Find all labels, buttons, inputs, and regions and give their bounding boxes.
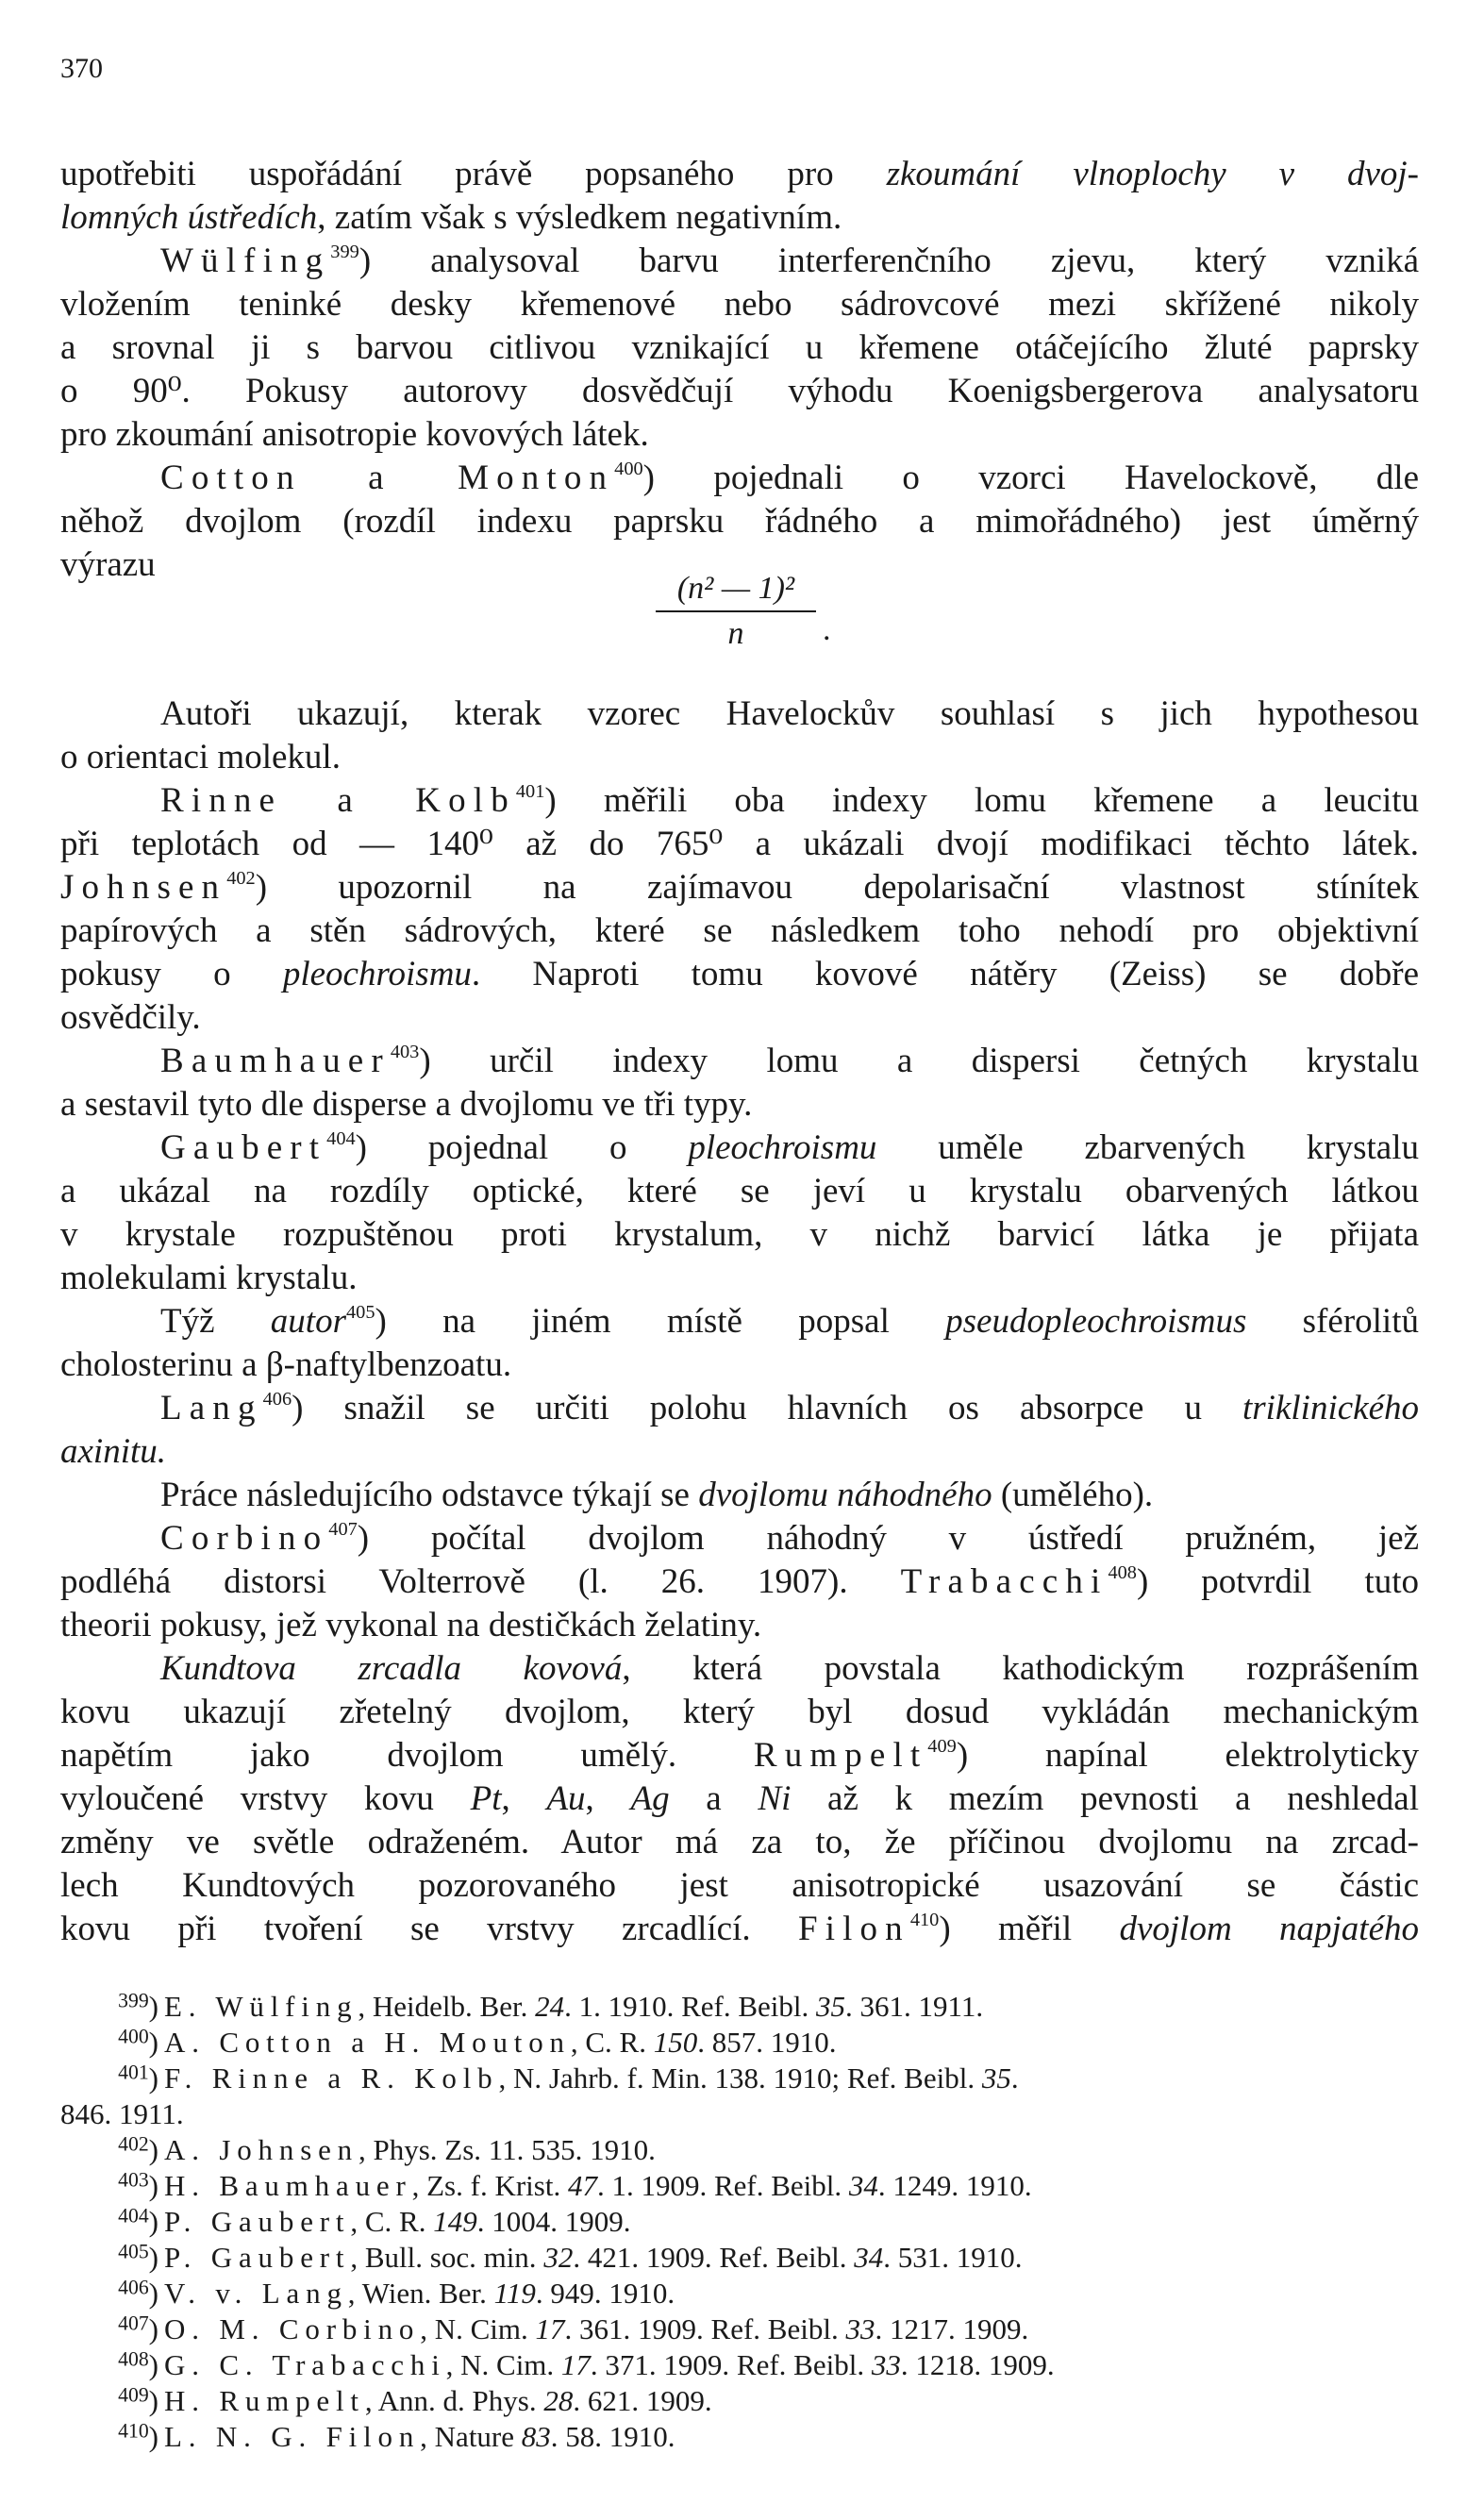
text: . 1. 1910. Ref. Beibl.: [564, 1990, 816, 2023]
text: . 1. 1909. Ref. Beibl.: [596, 2169, 849, 2202]
volume: 119: [493, 2277, 536, 2310]
element-symbol: Pt: [470, 1779, 502, 1818]
footnote-key: 410: [118, 2419, 149, 2443]
body-line: [160, 1647, 1419, 1691]
text: . 1004. 1909.: [476, 2205, 631, 2238]
volume: 24: [535, 1990, 565, 2023]
text: ) měřili oba indexy lomu křemene a leucitu: [544, 781, 1420, 820]
body-line: [60, 1560, 1419, 1604]
text: . 361. 1911.: [845, 1990, 984, 2023]
body-line: vložením teninké desky křemenové nebo sádrovcové mezi skřížené nikoly: [60, 285, 1419, 324]
body-line: pro zkoumání anisotropie kovových látek.: [60, 415, 649, 454]
text: ) určil indexy lomu a dispersi četných krystalu: [419, 1042, 1419, 1080]
footnote-key: 399: [118, 1989, 149, 2012]
author-name: Wülfing: [160, 242, 331, 280]
body-line: změny ve světle odraženém. Autor má za to, že příčinou dvojlomu na zrcad-: [60, 1823, 1419, 1861]
text: , N. Jahrb. f. Min. 138. 1910; Ref. Beibl.: [498, 2061, 982, 2094]
volume: 149: [433, 2205, 477, 2238]
footnote: $^{402}$) A. Johnsen, Phys. Zs. 11. 535. 1910.: [118, 2132, 656, 2166]
volume: 35: [981, 2061, 1011, 2094]
italic-text: lomných ústředích: [60, 198, 318, 237]
body-line: cholosterinu a β-naftylbenzoatu.: [60, 1345, 512, 1384]
text: ,: [585, 1779, 631, 1818]
body-line: a sestavil tyto dle disperse a dvojlomu ve tři typy.: [60, 1085, 753, 1124]
text: .: [1010, 2061, 1019, 2094]
italic-text: pleochroismu: [688, 1128, 877, 1167]
body-line: [160, 1387, 1419, 1430]
text: ,: [501, 1779, 547, 1818]
body-line: molekulami krystalu.: [60, 1259, 358, 1297]
footnote-key: 400: [118, 2025, 149, 2048]
italic-text: pleochroismu: [282, 955, 472, 993]
body-line: lech Kundtových pozorovaného jest anisotropické usazování se částic: [60, 1866, 1419, 1905]
body-line: [60, 1734, 1419, 1777]
volume: 33: [871, 2348, 901, 2381]
body-line: [160, 1517, 1419, 1560]
body-line: kovu ukazují zřetelný dvojlom, který byl dosud vykládán mechanickým: [60, 1693, 1419, 1731]
footnote-ref[interactable]: 409: [927, 1735, 957, 1757]
text: , Phys. Zs. 11. 535. 1910.: [358, 2133, 656, 2166]
text: , Nature: [420, 2420, 522, 2453]
text: uměle zbarvených krystalu: [876, 1128, 1419, 1167]
footnote: $^{409}$) H. Rumpelt, Ann. d. Phys. 28. 621. 1909.: [118, 2383, 712, 2417]
footnote-key: 401: [118, 2061, 149, 2084]
text: Práce následujícího odstavce týkají se: [160, 1476, 699, 1514]
footnote: $^{410}$) L. N. G. Filon, Nature 83. 58. 1910.: [118, 2419, 675, 2453]
author-name: Rinne a Kolb: [160, 781, 516, 820]
text: . 58. 1910.: [550, 2420, 675, 2453]
body-line: Autoři ukazují, kterak vzorec Havelockův souhlasí s jich hypothesou: [160, 694, 1419, 733]
text: kovu při tvoření se vrstvy zrcadlící.: [60, 1910, 798, 1948]
footnote-ref[interactable]: 401: [515, 780, 545, 802]
body-line: papírových a stěn sádrových, které se následkem toho nehodí pro objektivní: [60, 911, 1419, 950]
footnote-key: 405: [118, 2240, 149, 2263]
volume: 35: [816, 1990, 845, 2023]
volume: 28: [543, 2384, 574, 2417]
author-name: Corbino: [160, 1519, 329, 1558]
text: . 531. 1910.: [883, 2241, 1023, 2274]
text: , zatím však s výsledkem negativním.: [317, 198, 842, 237]
formula-period: .: [823, 612, 831, 647]
author-name: Rumpelt: [753, 1736, 928, 1775]
text: , N. Cim.: [445, 2348, 561, 2381]
text: ) pojednali o vzorci Havelockově, dle: [642, 459, 1419, 497]
author-name: Johnsen: [60, 868, 227, 907]
body-line: [60, 953, 1419, 996]
footnote-ref[interactable]: 400: [614, 458, 643, 479]
text: pokusy o: [60, 955, 283, 993]
footnote-author: E. Wülfing: [164, 1990, 358, 2023]
formula-numerator: (n² — 1)²: [676, 571, 795, 606]
footnote-ref[interactable]: 406: [262, 1388, 292, 1410]
volume: 83: [521, 2420, 551, 2453]
footnote-author: H. Baumhauer: [164, 2169, 412, 2202]
author-name: Gaubert: [160, 1128, 327, 1167]
italic-text: pseudopleochroismus: [945, 1302, 1247, 1341]
footnote-ref[interactable]: 410: [909, 1909, 940, 1930]
page-number: 370: [60, 53, 103, 84]
body-line: v krystale rozpuštěnou proti krystalum, v nichž barvicí látka je přijata: [60, 1215, 1419, 1254]
text: ) potvrdil tuto: [1136, 1562, 1419, 1601]
italic-text: triklinického: [1242, 1389, 1419, 1427]
footnote-author: L. N. G. Filon: [164, 2420, 421, 2453]
text: , Ann. d. Phys.: [364, 2384, 544, 2417]
footnote-key: 404: [118, 2204, 149, 2228]
text: , Heidelb. Ber.: [358, 1990, 536, 2023]
text: ) pojednal o: [355, 1128, 689, 1167]
footnote-author: G. C. Trabacchi: [164, 2348, 446, 2381]
footnote: $^{405}$) P. Gaubert, Bull. soc. min. 32. 421. 1909. Ref. Beibl. 34. 531. 1910.: [118, 2240, 1023, 2274]
body-line: [60, 866, 1419, 910]
volume: 34: [848, 2169, 878, 2202]
body-line: [60, 153, 1419, 196]
text: . 857. 1910.: [697, 2026, 837, 2059]
footnote-author: V. v. Lang: [164, 2277, 348, 2310]
author-name: Cotton a Monton: [160, 459, 615, 497]
element-symbol: Ni: [758, 1779, 792, 1818]
text: . 421. 1909. Ref. Beibl.: [573, 2241, 855, 2274]
body-line: axinitu.: [60, 1432, 167, 1471]
footnote-author: P. Gaubert: [164, 2205, 351, 2238]
body-line: při teplotách od — 140⁰ až do 765⁰ a ukázali dvojí modifikaci těchto látek.: [60, 825, 1419, 863]
italic-text: zkoumání vlnoplochy v dvoj-: [886, 155, 1419, 193]
footnote-ref[interactable]: 404: [326, 1127, 356, 1149]
body-line: [160, 779, 1419, 823]
italic-text: dvojlomu náhodného: [698, 1476, 992, 1514]
havelock-formula: [642, 571, 830, 652]
body-line: [160, 240, 1419, 283]
footnote-ref[interactable]: 402: [226, 867, 256, 889]
footnote: $^{406}$) V. v. Lang, Wien. Ber. 119. 949. 1910.: [118, 2276, 675, 2310]
text: . Naproti tomu kovové nátěry (Zeiss) se dobře: [471, 955, 1419, 993]
text: , Zs. f. Krist.: [411, 2169, 568, 2202]
body-line: [60, 1777, 1419, 1821]
text: ) napínal elektrolyticky: [956, 1736, 1419, 1775]
body-line: výrazu: [60, 545, 156, 584]
element-symbol: Au: [546, 1779, 586, 1818]
text: , která povstala kathodickým rozprášením: [622, 1649, 1419, 1688]
footnote-author: A. Johnsen: [164, 2133, 358, 2166]
author-name: Baumhauer: [160, 1042, 391, 1080]
body-line: o orientaci molekul.: [60, 738, 341, 776]
text: , Bull. soc. min.: [350, 2241, 544, 2274]
footnote-key: 409: [118, 2383, 149, 2407]
text: ) měřil: [939, 1910, 1120, 1948]
footnote-key: 407: [118, 2311, 149, 2335]
text: upotřebiti uspořádání právě popsaného pro: [60, 155, 887, 193]
text: ) snažil se určiti polohu hlavních os absorpce u: [292, 1389, 1242, 1427]
text: ) upozornil na zajímavou depolarisační vlastnost stínítek: [255, 868, 1419, 907]
text: a: [669, 1779, 759, 1818]
volume: 32: [543, 2241, 574, 2274]
text: ) analysoval barvu interferenčního zjevu, který vzniká: [358, 242, 1419, 280]
text: , C. R.: [350, 2205, 434, 2238]
footnote-ref[interactable]: 403: [390, 1041, 420, 1062]
element-symbol: Ag: [630, 1779, 670, 1818]
footnote-ref[interactable]: 408: [1108, 1561, 1137, 1583]
text: ) na jiném místě popsal: [375, 1302, 946, 1341]
text: podléhá distorsi Volterrově (l. 26. 1907).: [60, 1562, 901, 1601]
italic-text: dvojlom napjatého: [1119, 1910, 1420, 1948]
footnote: $^{404}$) P. Gaubert, C. R. 149. 1004. 1909.: [118, 2204, 631, 2238]
formula-denominator: n: [727, 616, 744, 651]
body-line: [160, 1126, 1419, 1170]
text: vyloučené vrstvy kovu: [60, 1779, 471, 1818]
text: napětím jako dvojlom umělý.: [60, 1736, 754, 1775]
text: ) počítal dvojlom náhodný v ústředí pružném, jež: [357, 1519, 1419, 1558]
footnote: $^{408}$) G. C. Trabacchi, N. Cim. 17. 371. 1909. Ref. Beibl. 33. 1218. 1909.: [118, 2347, 1055, 2381]
body-line: theorii pokusy, jež vykonal na destičkách želatiny.: [60, 1606, 762, 1644]
author-name: Filon: [797, 1910, 910, 1948]
footnote: $^{399}$) E. Wülfing, Heidelb. Ber. 24. 1. 1910. Ref. Beibl. 35. 361. 1911.: [118, 1989, 984, 2023]
volume: 34: [854, 2241, 884, 2274]
body-line: [160, 1474, 1419, 1517]
footnote-continuation: 846. 1911.: [60, 2097, 184, 2130]
author-name: Trabacchi: [900, 1562, 1109, 1601]
body-line: [160, 1040, 1419, 1083]
body-line: [60, 196, 1419, 240]
footnote-author: P. Gaubert: [164, 2241, 351, 2274]
text: . 371. 1909. Ref. Beibl.: [590, 2348, 872, 2381]
footnote-author: F. Rinne a R. Kolb: [164, 2061, 499, 2094]
footnote-ref[interactable]: 399: [330, 241, 359, 262]
volume: 17: [560, 2348, 591, 2381]
volume: 47: [567, 2169, 597, 2202]
footnote-key: 408: [118, 2347, 149, 2371]
text: (umělého).: [992, 1476, 1154, 1514]
footnote-ref[interactable]: 407: [328, 1518, 358, 1540]
footnote: $^{401}$) F. Rinne a R. Kolb, N. Jahrb. f. Min. 138. 1910; Ref. Beibl. 35.: [118, 2061, 1019, 2094]
volume: 17: [535, 2312, 565, 2345]
body-line: [160, 457, 1419, 500]
text: , Wien. Ber.: [347, 2277, 494, 2310]
footnote-ref[interactable]: 405: [345, 1301, 375, 1323]
text: . 1218. 1909.: [900, 2348, 1055, 2381]
author-name: Lang: [160, 1389, 263, 1427]
text: , N. Cim.: [420, 2312, 536, 2345]
volume: 33: [845, 2312, 875, 2345]
footnote: $^{403}$) H. Baumhauer, Zs. f. Krist. 47. 1. 1909. Ref. Beibl. 34. 1249. 1910.: [118, 2168, 1032, 2202]
text: Týž: [160, 1302, 271, 1341]
volume: 150: [653, 2026, 698, 2059]
text: . 949. 1910.: [535, 2277, 675, 2310]
body-line: o 90⁰. Pokusy autorovy dosvědčují výhodu Koenigsbergerova analysatoru: [60, 372, 1419, 410]
text: . 1217. 1909.: [875, 2312, 1029, 2345]
italic-text: Kundtova zrcadla kovová: [160, 1649, 623, 1688]
body-line: něhož dvojlom (rozdíl indexu paprsku řádného a mimořádného) jest úměrný: [60, 502, 1419, 541]
footnote-key: 403: [118, 2168, 149, 2192]
body-line: osvědčily.: [60, 998, 201, 1037]
text: až k mezím pevnosti a neshledal: [791, 1779, 1420, 1818]
text: , C. R.: [570, 2026, 654, 2059]
footnote-key: 402: [118, 2132, 149, 2156]
footnote: $^{400}$) A. Cotton a H. Mouton, C. R. 150. 857. 1910.: [118, 2025, 837, 2059]
italic-text: autor: [270, 1302, 346, 1341]
footnote-author: O. M. Corbino: [164, 2312, 421, 2345]
body-line: [160, 1300, 1419, 1343]
footnote: $^{407}$) O. M. Corbino, N. Cim. 17. 361. 1909. Ref. Beibl. 33. 1217. 1909.: [118, 2311, 1029, 2345]
footnote-author: H. Rumpelt: [164, 2384, 365, 2417]
text: . 621. 1909.: [573, 2384, 712, 2417]
text: . 361. 1909. Ref. Beibl.: [564, 2312, 846, 2345]
footnote-key: 406: [118, 2276, 149, 2299]
body-line: [60, 1908, 1419, 1951]
body-line: a ukázal na rozdíly optické, které se jeví u krystalu obarvených látkou: [60, 1172, 1419, 1210]
body-line: a srovnal ji s barvou citlivou vznikající u křemene otáčejícího žluté paprsky: [60, 328, 1419, 367]
text: . 1249. 1910.: [877, 2169, 1032, 2202]
text: sférolitů: [1246, 1302, 1419, 1341]
footnote-author: A. Cotton a H. Mouton: [164, 2026, 571, 2059]
